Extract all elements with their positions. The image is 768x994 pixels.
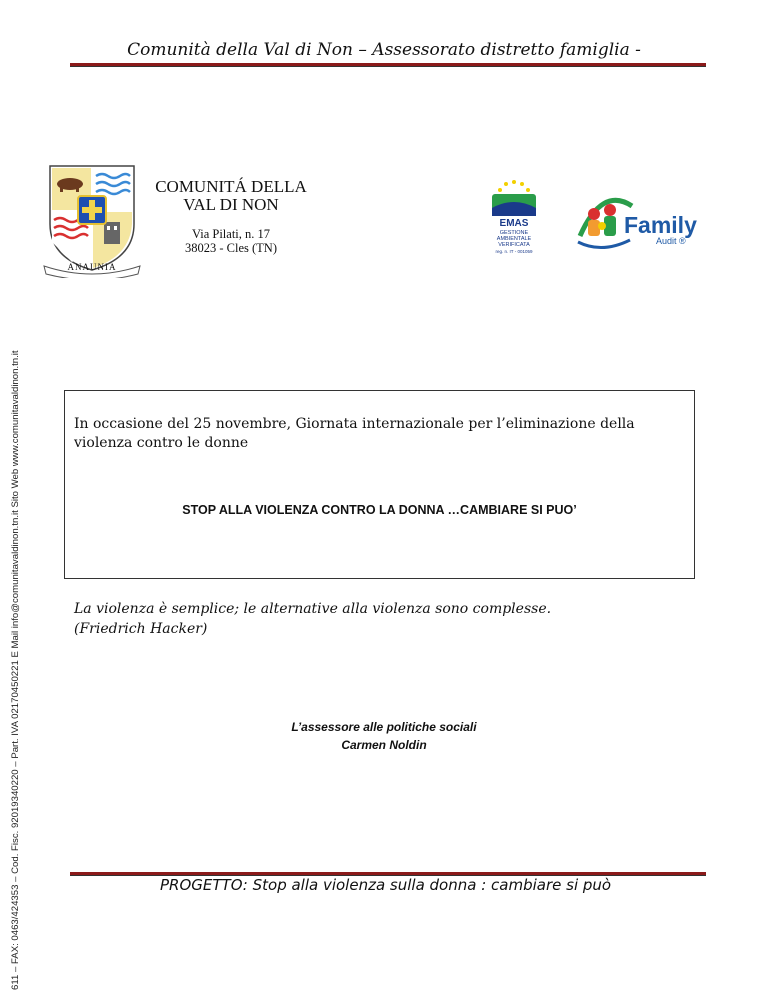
- quote-text: La violenza è semplice; le alternative alla violenza sono complesse.: [74, 601, 552, 617]
- emas-label: EMAS: [499, 218, 529, 229]
- announcement-headline: STOP ALLA VIOLENZA CONTRO LA DONNA …CAMBIARE SI PUO’: [182, 503, 577, 517]
- emas-registration: reg. n. IT - 001059: [495, 249, 533, 254]
- emas-subtitle-2: AMBIENTALE: [496, 236, 532, 242]
- header-divider: [70, 63, 706, 67]
- signature-role: L’assessore alle politiche sociali: [291, 720, 477, 734]
- announcement-intro: In occasione del 25 novembre, Giornata internazionale per l’eliminazione della violenza contro le donne: [74, 416, 635, 451]
- address-street: Via Pilati, n. 17: [191, 227, 271, 241]
- family-audit-wordmark: Family: [624, 212, 697, 238]
- emas-subtitle-1: GESTIONE: [499, 230, 529, 236]
- quote-block: [74, 599, 694, 639]
- organization-name-line1: COMUNITÁ DELLA: [155, 177, 307, 196]
- coat-of-arms-logo: [42, 162, 142, 278]
- page-header-title: Comunità della Val di Non – Assessorato distretto famiglia -: [127, 40, 641, 60]
- organization-name-line2: VAL DI NON: [183, 195, 279, 214]
- signature-block: [0, 718, 768, 754]
- footer-project-title: PROGETTO: Stop alla violenza sulla donna : cambiare si può: [160, 876, 612, 894]
- family-audit-subtitle: Audit ®: [656, 236, 686, 246]
- emas-logo: [486, 178, 542, 258]
- organization-address: [146, 227, 316, 255]
- sidebar-contact-info: 611 – FAX: 0463/424353 – Cod. Fisc. 92019340220 – Part. IVA 02170450221 E Mail info@comunitavaldinon.tn.it Sito Web www.comunitavaldinon.tn.it: [10, 350, 21, 990]
- emas-subtitle-3: VERIFICATA: [498, 242, 530, 248]
- organization-name: [146, 178, 316, 214]
- quote-author: (Friedrich Hacker): [74, 621, 208, 637]
- address-city: 38023 - Cles (TN): [185, 241, 277, 255]
- coat-of-arms-motto: ANAUNIA: [67, 262, 117, 272]
- signature-name: Carmen Noldin: [341, 738, 427, 752]
